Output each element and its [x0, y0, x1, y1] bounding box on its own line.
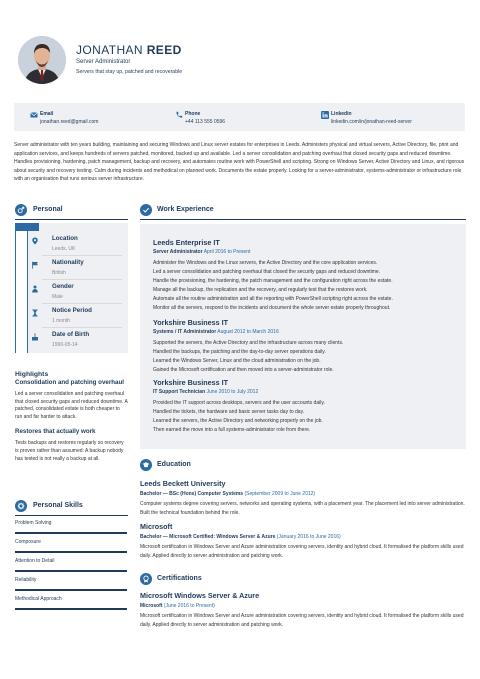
skill-bar	[15, 551, 127, 553]
personal-row-gender	[15, 275, 128, 301]
education-section-icon	[140, 459, 152, 471]
avatar	[18, 36, 66, 84]
personal-title: Personal	[33, 206, 63, 213]
personal-row-notice-period	[15, 299, 128, 325]
education-meta	[140, 534, 466, 540]
certification-description: Microsoft certification in Windows Server and Azure administration covering servers, identity and hybrid cloud. It formalised the platform skills used daily. Applied directly to server administration and patching work.	[140, 613, 464, 628]
date-of-birth-value: 1990-05-14	[52, 342, 78, 348]
tagline: Servers that stay up, patched and recoverable	[76, 69, 183, 75]
job-bullet: Learned the Windows Server, Linux and the cloud administration on the job.	[153, 358, 321, 364]
hourglass-icon	[31, 309, 39, 317]
job-bullet: Handle the provisioning, the hardening, the patch management and the configuration right across the estate.	[153, 278, 393, 284]
notice-period-value: 1 month	[52, 318, 71, 324]
certification-issuer: Microsoft	[140, 603, 163, 609]
date-of-birth-label: Date of Birth	[52, 331, 90, 338]
skill-item	[15, 518, 127, 536]
skill-bar	[15, 532, 127, 534]
education-school: Leeds Beckett University	[140, 479, 226, 488]
candidate-name	[76, 43, 182, 57]
job-entry	[153, 318, 453, 375]
education-school: Microsoft	[140, 522, 173, 531]
phone-value[interactable]: +44 113 555 0596	[185, 119, 226, 125]
job-bullets	[153, 339, 453, 375]
job-dates: June 2010 to July 2012	[206, 389, 259, 395]
certification-name: Microsoft Windows Server & Azure	[140, 591, 260, 600]
job-bullet: Supported the servers, the Active Directory and the infrastructure across many clients.	[153, 340, 344, 346]
personal-row-nationality	[15, 251, 128, 277]
job-bullets	[153, 259, 453, 313]
skill-item	[15, 575, 127, 593]
job-meta	[153, 389, 453, 395]
job-title: Server Administrator	[76, 59, 131, 65]
personal-divider	[15, 219, 128, 220]
education-dates: (September 2009 to June 2012)	[244, 491, 316, 497]
job-meta	[153, 249, 453, 255]
job-bullet: Then earned the move into a full systems-administrator role from there.	[153, 427, 311, 433]
graduation-cap-icon	[142, 461, 150, 469]
profile-photo	[18, 36, 66, 84]
job-bullet: Monitor all the servers, respond to the incidents and document the whole server estate properly throughout.	[153, 305, 391, 311]
nationality-label: Nationality	[52, 259, 84, 266]
job-role: Systems / IT Administrator	[153, 329, 217, 335]
phone-icon	[175, 111, 183, 119]
certification-entry	[140, 591, 466, 629]
skill-bar	[15, 608, 127, 610]
resume-header	[14, 32, 474, 92]
contact-bar	[14, 103, 465, 131]
personal-section-icon	[15, 204, 27, 216]
gender-value: Male	[52, 294, 63, 300]
skill-label: Reliability	[15, 577, 37, 583]
job-dates: August 2012 to March 2016	[217, 329, 279, 335]
skill-item	[15, 594, 127, 612]
education-degree: Bachelor — Microsoft Certified: Windows Server & Azure	[140, 534, 276, 540]
education-degree: Bachelor — BSc (Hons) Computer Systems	[140, 491, 244, 497]
linkedin-icon	[321, 111, 329, 119]
envelope-icon	[30, 111, 38, 119]
notice-period-label: Notice Period	[52, 307, 92, 314]
job-bullets	[153, 399, 453, 435]
job-role: IT Support Technician	[153, 389, 206, 395]
job-role: Server Administrator	[153, 249, 203, 255]
personal-panel	[15, 223, 128, 353]
linkedin-value[interactable]: linkedin.com/in/jonathan-reed-server	[331, 119, 412, 125]
job-entry	[153, 238, 453, 313]
job-company: Leeds Enterprise IT	[153, 238, 220, 247]
education-dates: (January 2016 to June 2016)	[276, 534, 341, 540]
highlight-text: Tests backups and restores regularly so recovery is proven rather than assumed: A backup nobody has tested is not really a backup at all.	[15, 440, 124, 462]
skill-bar	[15, 570, 127, 572]
skill-label: Methodical Approach	[15, 596, 62, 602]
job-bullet: Automate all the routine administration and all the reporting with PowerShell scripting right across the estate.	[153, 296, 393, 302]
flag-icon	[31, 261, 39, 269]
education-description: Microsoft certification in Windows Server and Azure administration covering servers, identity and hybrid cloud. It formalised the platform skills used daily. Applied directly to server administration and patching work.	[140, 544, 464, 559]
gear-icon	[17, 502, 25, 510]
personal-row-location	[15, 227, 128, 253]
location-pin-icon	[31, 237, 39, 245]
highlight-title: Restores that actually work	[15, 428, 96, 436]
skill-bar	[15, 589, 127, 591]
skill-item	[15, 556, 127, 574]
cake-icon	[31, 333, 39, 341]
certifications-title: Certifications	[157, 575, 202, 582]
highlight-text: Led a server consolidation and patching overhaul that closed security gaps and reduced downtime. A patched, consolidated estate is both cheaper to run and far harder to attack.	[15, 391, 128, 420]
job-bullet: Provided the IT support across desktops, servers and the user accounts daily.	[153, 400, 325, 406]
job-entry	[153, 378, 453, 435]
profile-summary: Server administrator with ten years building, maintaining and securing Windows and Linux server estates for enterprises in Leeds. Administers physical and virtual servers, Active Directory, file, print and application services, and keeps hundreds of servers patched, monitored, backed up and available. Led a server consolidation and patching overhaul that closed security gaps and reduced downtime. Handles provisioning, hardening, patch management, backup and recovery, and automates routine work with PowerShell and scripting. Strong on Windows Server, Active Directory and Linux, and rigorous about security and recovery testing. Calm during incidents and methodical on planned work. Documents the estate properly. Looking for a server-administrator, systems-administrator or infrastructure role with an organisation that runs serious server infrastructure.	[14, 142, 465, 183]
skills-section-icon	[15, 500, 27, 512]
skill-item	[15, 537, 127, 555]
first-name: JONATHAN	[76, 43, 143, 57]
work-section-icon	[140, 204, 152, 216]
work-title: Work Experience	[157, 206, 214, 213]
person-icon	[31, 285, 39, 293]
job-bullet: Manage all the backup, the replication and the recovery, and regularly test that the restores work.	[153, 287, 368, 293]
job-company: Yorkshire Business IT	[153, 318, 228, 327]
linkedin-label: Linkedin	[331, 111, 352, 117]
badge-icon	[142, 575, 150, 583]
education-title: Education	[157, 461, 191, 468]
job-bullet: Handled the tickets, the hardware and basic server tasks day to day.	[153, 409, 305, 415]
skills-divider	[15, 515, 128, 516]
skill-label: Problem Solving	[15, 520, 52, 526]
education-meta	[140, 491, 466, 497]
gender-label: Gender	[52, 283, 74, 290]
education-entry	[140, 522, 466, 560]
education-description: Computer systems degree covering servers, networks and operating systems, with a placement year. The placement led into server administration. Built the technical foundation behind the role.	[140, 501, 465, 516]
nationality-value: British	[52, 270, 66, 276]
last-name: REED	[146, 43, 182, 57]
checkmark-icon	[142, 206, 150, 214]
certification-dates: (June 2016 to Present)	[163, 603, 215, 609]
education-entry	[140, 479, 466, 517]
job-dates: April 2016 to Present	[203, 249, 251, 255]
job-bullet: Gained the Microsoft certification and then moved into a server-administrator role.	[153, 367, 334, 373]
location-label: Location	[52, 235, 78, 242]
skill-label: Composure	[15, 539, 41, 545]
job-meta	[153, 329, 453, 335]
personal-row-date-of-birth	[15, 323, 128, 349]
work-divider	[140, 219, 466, 220]
email-value[interactable]: jonathan.reed@gmail.com	[40, 119, 99, 125]
certifications-section-icon	[140, 573, 152, 585]
job-bullet: Handled the backups, the patching and the day-to-day server operations daily.	[153, 349, 326, 355]
highlights-title: Highlights	[15, 371, 49, 378]
job-bullet: Learned the servers, the Active Directory and networking properly on the job.	[153, 418, 323, 424]
location-value: Leeds, UK	[52, 246, 76, 252]
phone-label: Phone	[185, 111, 201, 117]
highlights-section	[15, 371, 128, 463]
skills-title: Personal Skills	[33, 502, 83, 509]
certification-meta	[140, 603, 466, 609]
highlight-title: Consolidation and patching overhaul	[15, 379, 124, 386]
job-bullet: Administer the Windows and the Linux servers, the Active Directory and the core application services.	[153, 260, 378, 266]
gender-symbol-icon	[17, 206, 25, 214]
skill-label: Attention to Detail	[15, 558, 55, 564]
job-company: Yorkshire Business IT	[153, 378, 228, 387]
email-label: Email	[40, 111, 54, 117]
job-bullet: Led a server consolidation and patching overhaul that closed the security gaps and reduced downtime.	[153, 269, 381, 275]
